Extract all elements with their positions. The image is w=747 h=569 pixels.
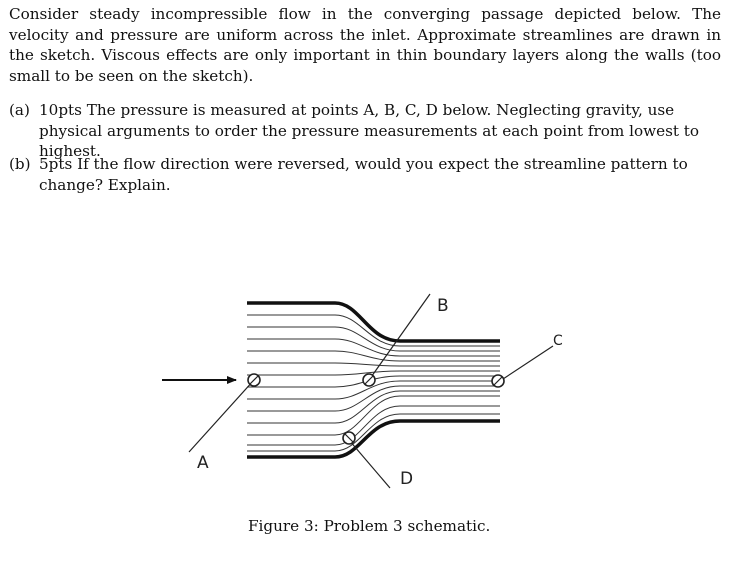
problem-intro: Consider steady incompressible flow in the converging passage depicted below. The velocity and pressure are uniform across the inlet. Approximate streamlines are drawn in the sketch. Viscous effects are only important in thin boundary layers along the walls (too small to be seen on the sketch). [9,5,721,85]
part-b-label: (b) [9,155,31,173]
probe-line-d [349,440,390,488]
probe-line-b [369,294,430,380]
probe-line-a [189,380,254,452]
part-b-text: 5pts If the flow direction were reversed, would you expect the streamline pattern to change? Explain. [39,155,688,194]
label-a: A [197,453,209,473]
part-a-text: 10pts The pressure is measured at points A, B, C, D below. Neglecting gravity, use physical arguments to order the pressure measurements at each point from lowest to highest. [39,101,700,160]
probe-line-c [500,346,553,381]
figure-caption: Figure 3: Problem 3 schematic. [248,517,491,535]
lower-wall [247,421,500,457]
part-a-label: (a) [9,101,30,119]
upper-wall [247,303,500,341]
label-c: C [553,333,563,349]
label-b: B [437,296,449,316]
label-d: D [400,469,414,489]
